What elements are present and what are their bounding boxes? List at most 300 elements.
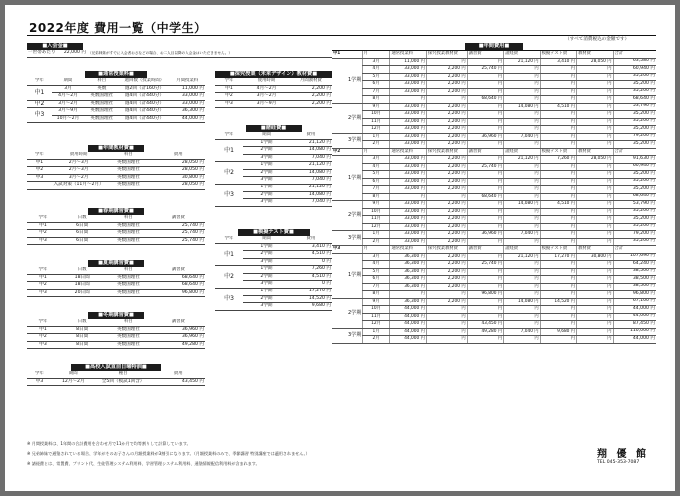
tests-row [215, 288, 332, 295]
annual-cell: 79,200 円 [613, 133, 656, 141]
annual-cell: 3月 [362, 156, 390, 164]
spring-cell: 中3 [27, 237, 59, 244]
annual-cell: 円 [577, 238, 613, 246]
annual-cell: 11月 [362, 313, 390, 321]
annual-cell: 35,200 円 [613, 216, 656, 224]
materials-cell: 30,800 円 [152, 174, 205, 181]
annual-cell: 35,200 円 [613, 178, 656, 186]
preexam-section [27, 364, 205, 386]
annual-col-header: 講習費 [467, 246, 503, 254]
annual-cell: 4月 [362, 261, 390, 269]
annual-cell: 円 [504, 88, 540, 96]
regular-cell: 33,000 円 [169, 93, 205, 100]
annual-col-header: 模擬テスト費 [540, 246, 576, 254]
annual-cell: 2,200 円 [426, 268, 467, 276]
periodic-grade: 中1 [215, 139, 243, 161]
annual-cell: 35,200 円 [613, 88, 656, 96]
materials-cell: 3月〜2月 [52, 174, 105, 181]
regular-cell: 英数国理社 [84, 100, 120, 107]
annual-cell: 2,200 円 [426, 238, 467, 246]
annual-cell: 円 [390, 96, 426, 104]
annual-cell: 2,200 円 [426, 178, 467, 186]
annual-header-row [332, 246, 656, 254]
summer-cell: 英数国理社 [105, 289, 151, 296]
periodic-grade: 中2 [215, 162, 243, 184]
annual-row [332, 141, 656, 149]
tests-col-header: 期間 [243, 236, 290, 243]
tests-cell: 14,520 円 [290, 296, 332, 303]
periodic-cell: 21,120 円 [290, 184, 332, 191]
annual-cell: 円 [426, 291, 467, 299]
annual-cell: 44,000 円 [390, 328, 426, 336]
annual-cell: 2,200 円 [426, 133, 467, 141]
annual-cell: 円 [540, 141, 576, 149]
tests-cell: 1学期 [243, 266, 290, 273]
fee-sheet [5, 5, 675, 491]
annual-col-header: 通常授業料 [390, 148, 426, 156]
annual-cell: 円 [540, 313, 576, 321]
periodic-col-header: 学年 [215, 132, 243, 139]
annual-cell: 2,200 円 [426, 208, 467, 216]
periodic-cell: 14,080 円 [290, 169, 332, 176]
annual-cell: 9月 [362, 103, 390, 111]
annual-cell: 91,630 円 [613, 156, 656, 164]
annual-cell: 33,000 円 [390, 111, 426, 119]
annual-col-header: 月 [362, 51, 390, 59]
spring-cell: 英数国理社 [105, 237, 151, 244]
annual-cell: 円 [467, 253, 503, 261]
annual-term-label: 2学期 [347, 298, 362, 328]
annual-cell: 円 [577, 111, 613, 119]
annual-cell: 円 [504, 306, 540, 314]
materials-section [27, 145, 205, 190]
winter-cell: 中1 [27, 326, 59, 333]
materials-row [27, 159, 205, 166]
annual-cell: 円 [540, 163, 576, 171]
annual-row [332, 223, 656, 231]
spring-row [27, 237, 205, 244]
materials-cell: 中1 [27, 159, 52, 166]
annual-cell: 7,040 円 [504, 231, 540, 239]
enroll-heading: ■入会金■ [27, 43, 83, 50]
annual-row [332, 276, 656, 284]
annual-cell: 96,800 円 [613, 291, 656, 299]
annual-row [332, 306, 656, 314]
regular-heading: ■通常授業料■ [85, 71, 147, 78]
annual-cell: 30,800 円 [577, 253, 613, 261]
annual-cell: 17,270 円 [540, 253, 576, 261]
annual-cell: 64,240 円 [613, 261, 656, 269]
annual-cell: 1月 [362, 133, 390, 141]
annual-cell: 10月 [362, 208, 390, 216]
annual-cell: 円 [540, 238, 576, 246]
annual-cell: 9,680 円 [540, 328, 576, 336]
annual-grade-gutter [332, 298, 347, 328]
annual-cell: 円 [426, 321, 467, 329]
annual-cell: 33,000 円 [390, 238, 426, 246]
preexam-col-header: 期間 [52, 371, 95, 378]
tests-heading: ■模擬テスト費■ [238, 229, 310, 236]
annual-cell: 円 [504, 313, 540, 321]
summer-cell: 68,640 円 [152, 274, 205, 281]
annual-cell: 11月 [362, 216, 390, 224]
annual-cell: 円 [540, 73, 576, 81]
annual-cell: 68,640 円 [613, 193, 656, 201]
annual-cell: 36,300 円 [390, 261, 426, 269]
winter-cell: 49,280 円 [152, 341, 205, 348]
regular-col-header: 科目 [84, 78, 120, 85]
annual-col-header: 教材費 [577, 148, 613, 156]
annual-cell: 円 [467, 208, 503, 216]
annual-cell: 35,200 円 [613, 118, 656, 126]
annual-cell: 円 [467, 298, 503, 306]
annual-cell: 67,100 円 [613, 298, 656, 306]
annual-cell: 円 [577, 208, 613, 216]
annual-row [332, 163, 656, 171]
annual-cell: 8月 [362, 193, 390, 201]
annual-cell: 円 [467, 223, 503, 231]
summer-row [27, 289, 205, 296]
elearn-row [215, 100, 332, 107]
periodic-cell: 1学期 [243, 139, 290, 146]
annual-cell: 2,200 円 [426, 118, 467, 126]
tests-header-row [215, 236, 332, 243]
annual-cell: 円 [504, 186, 540, 194]
annual-cell: 円 [577, 336, 613, 344]
materials-cell: 中3 [27, 174, 52, 181]
annual-cell: 円 [540, 283, 576, 291]
annual-row [332, 111, 656, 119]
annual-cell: 44,000 円 [390, 321, 426, 329]
annual-cell: 円 [577, 186, 613, 194]
annual-cell: 44,000 円 [613, 336, 656, 344]
footer-note-2: ※ 兄弟姉妹で通塾されている場合、学年がそのお子さんの月額授業料が3割引になります。（月額授業料のみで、季節講習 特別講座では適用されません。） [27, 451, 310, 456]
annual-header-row [332, 51, 656, 59]
materials-col-header: 学年 [27, 152, 52, 159]
summer-cell: 96,800 円 [152, 289, 205, 296]
regular-cell: 英数国理社 [84, 115, 120, 122]
annual-cell: 円 [467, 126, 503, 134]
elearn-col-header: 使用時期 [243, 78, 290, 85]
annual-cell: 円 [540, 268, 576, 276]
annual-term-label: 1学期 [347, 253, 362, 298]
annual-cell: 2,200 円 [426, 231, 467, 239]
annual-cell: 4月 [362, 163, 390, 171]
annual-cell: 10月 [362, 306, 390, 314]
annual-cell: 4,510 円 [540, 201, 576, 209]
materials-cell: 28,050 円 [152, 182, 205, 189]
materials-table [27, 152, 205, 190]
annual-term-label: 1学期 [347, 156, 362, 201]
summer-course-section [27, 260, 205, 297]
annual-term-label: 3学期 [347, 328, 362, 343]
annual-cell: 2,200 円 [426, 66, 467, 74]
annual-row [332, 133, 656, 141]
annual-row [332, 88, 656, 96]
annual-col-header: 模擬テスト費 [540, 51, 576, 59]
annual-cell: 35,200 円 [613, 81, 656, 89]
preexam-col-header: 費用 [152, 371, 205, 378]
annual-cell: 円 [540, 81, 576, 89]
annual-cell: 円 [540, 171, 576, 179]
annual-cell: 28,050 円 [577, 58, 613, 66]
annual-term-label: 2学期 [347, 103, 362, 133]
enroll-amount: 22,000 円 [57, 50, 87, 57]
annual-cell: 2月 [362, 336, 390, 344]
annual-cell: 円 [426, 96, 467, 104]
annual-cell: 円 [577, 261, 613, 269]
annual-cell: 35,200 円 [613, 171, 656, 179]
annual-cell: 円 [540, 126, 576, 134]
annual-cell: 36,960 円 [467, 133, 503, 141]
elearn-cell: 中1 [215, 85, 243, 92]
annual-cell: 110,000 円 [613, 328, 656, 336]
regular-col-header: 期間 [52, 78, 84, 85]
spring-cell: 6日間 [59, 230, 105, 237]
winter-col-header: 科目 [105, 319, 151, 326]
regular-row [27, 108, 205, 115]
regular-col-header: 週回数（授業時間） [120, 78, 170, 85]
annual-col-header: 月 [362, 148, 390, 156]
annual-cell: 33,000 円 [390, 223, 426, 231]
annual-cell: 円 [390, 193, 426, 201]
annual-row [332, 216, 656, 224]
annual-row [332, 171, 656, 179]
spring-cell: 25,740 円 [152, 237, 205, 244]
annual-cell: 円 [504, 261, 540, 269]
spring-cell: 英数国理社 [105, 230, 151, 237]
annual-cell: 円 [426, 313, 467, 321]
annual-cell: 円 [540, 231, 576, 239]
periodic-cell: 2学期 [243, 192, 290, 199]
annual-cell: 円 [577, 306, 613, 314]
annual-cell: 円 [467, 118, 503, 126]
annual-cell: 3月 [362, 58, 390, 66]
annual-cell: 円 [577, 231, 613, 239]
spring-cell: 中2 [27, 230, 59, 237]
annual-cell: 円 [540, 216, 576, 224]
annual-cell: 円 [504, 126, 540, 134]
annual-cell: 33,000 円 [390, 81, 426, 89]
annual-cell: 円 [577, 298, 613, 306]
annual-cell: 33,000 円 [390, 141, 426, 149]
enroll-table [27, 50, 332, 58]
annual-cell: 円 [577, 283, 613, 291]
annual-cell: 円 [540, 88, 576, 96]
materials-cell: 中2 [27, 167, 52, 174]
regular-cell: 週4回（計440分） [120, 115, 170, 122]
annual-cell: 円 [540, 66, 576, 74]
annual-cell: 21,120 円 [504, 58, 540, 66]
elearn-row [215, 93, 332, 100]
annual-cell: 円 [540, 186, 576, 194]
materials-cell: 英数国理社 [105, 159, 151, 166]
annual-cell: 円 [467, 156, 503, 164]
periodic-row [215, 184, 332, 191]
annual-cell: 8月 [362, 291, 390, 299]
annual-cell: 33,000 円 [390, 133, 426, 141]
annual-cell: 11月 [362, 118, 390, 126]
regular-cell: 10月〜2月 [52, 115, 84, 122]
annual-cell: 円 [504, 73, 540, 81]
annual-cell: 68,640 円 [613, 96, 656, 104]
materials-cell: 2月〜3月 [52, 167, 105, 174]
materials-cell: 英数国理社 [105, 167, 151, 174]
annual-heading: ■年間費用■ [465, 43, 523, 50]
elearning-section [215, 71, 332, 108]
annual-cell: 12月 [362, 223, 390, 231]
annual-table [332, 50, 656, 344]
regular-cell: 週4回（計440分） [120, 100, 170, 107]
annual-cell: 円 [467, 73, 503, 81]
annual-grade-gutter [332, 231, 347, 246]
regular-grade: 中2 [27, 100, 52, 107]
elearn-cell: 3月〜2月 [243, 93, 290, 100]
annual-cell: 38,500 円 [613, 276, 656, 284]
annual-row [332, 73, 656, 81]
materials-row [27, 174, 205, 181]
tests-cell: 3,410 円 [290, 243, 332, 250]
annual-cell: 21,120 円 [504, 156, 540, 164]
annual-cell: 円 [577, 118, 613, 126]
annual-cell: 4月 [362, 66, 390, 74]
school-phone: TEL 045-353-7087 [597, 460, 640, 465]
annual-cell: 2,200 円 [426, 216, 467, 224]
annual-cell: 44,000 円 [613, 313, 656, 321]
annual-col-header: 諸経費 [504, 246, 540, 254]
annual-grade-label: 中3 [332, 246, 362, 254]
annual-cell: 円 [504, 178, 540, 186]
annual-cell: 円 [577, 328, 613, 336]
annual-cell: 33,000 円 [390, 66, 426, 74]
annual-cell: 円 [467, 306, 503, 314]
summer-col-header: 科目 [105, 267, 151, 274]
annual-cell: 11,000 円 [390, 58, 426, 66]
annual-cell: 2,200 円 [426, 283, 467, 291]
annual-term-label: 1学期 [347, 58, 362, 103]
periodic-fees-section [215, 125, 332, 207]
winter-col-header: 講習費 [152, 319, 205, 326]
annual-cell: 63,580 円 [613, 58, 656, 66]
annual-cell: 7,260 円 [540, 156, 576, 164]
annual-row [332, 231, 656, 239]
regular-cell: 週4回（計440分） [120, 108, 170, 115]
annual-cell: 円 [504, 118, 540, 126]
regular-row [27, 85, 205, 92]
annual-cell: 円 [577, 216, 613, 224]
annual-cell: 44,000 円 [390, 306, 426, 314]
spring-heading: ■春期講習費■ [88, 208, 144, 215]
annual-cell: 3月 [362, 253, 390, 261]
regular-grade: 中3 [27, 108, 52, 123]
annual-cell: 2,200 円 [426, 253, 467, 261]
annual-cell: 5月 [362, 171, 390, 179]
annual-cell: 12月 [362, 321, 390, 329]
annual-cell: 円 [504, 268, 540, 276]
materials-row [27, 182, 205, 189]
annual-cell: 円 [467, 268, 503, 276]
summer-header-row [27, 267, 205, 274]
annual-cell: 35,200 円 [613, 73, 656, 81]
periodic-cell: 3学期 [243, 154, 290, 161]
annual-cell: 円 [426, 336, 467, 344]
summer-cell: 20日間 [59, 289, 105, 296]
annual-col-header: 通常授業料 [390, 51, 426, 59]
preexam-cell: 中3 [27, 378, 52, 385]
annual-cell: 6月 [362, 276, 390, 284]
annual-col-header: 合計 [613, 51, 656, 59]
summer-cell: 18日間 [59, 274, 105, 281]
page-title: 2022年度 費用一覧（中学生） [29, 21, 207, 35]
elearn-cell: 3月〜9月 [243, 100, 290, 107]
periodic-cell: 1学期 [243, 162, 290, 169]
winter-col-header: 学年 [27, 319, 59, 326]
tests-cell: 0 円 [290, 258, 332, 265]
regular-cell: 週4回（計440分） [120, 93, 170, 100]
annual-cell: 10月 [362, 111, 390, 119]
annual-cell: 円 [577, 276, 613, 284]
annual-cell: 25,740 円 [467, 66, 503, 74]
mock-test-section [215, 229, 332, 311]
periodic-cell: 14,080 円 [290, 192, 332, 199]
tests-cell: 2学期 [243, 273, 290, 280]
annual-cell: 円 [577, 171, 613, 179]
annual-grade-gutter [332, 253, 347, 298]
annual-cell: 2,200 円 [426, 156, 467, 164]
annual-cell: 円 [504, 171, 540, 179]
annual-cell: 44,000 円 [390, 336, 426, 344]
annual-cell: 円 [577, 268, 613, 276]
tests-cell: 4,510 円 [290, 273, 332, 280]
annual-cell: 2,200 円 [426, 126, 467, 134]
spring-col-header: 学年 [27, 215, 59, 222]
annual-row [332, 328, 656, 336]
annual-cell: 2,200 円 [426, 276, 467, 284]
annual-row [332, 336, 656, 344]
annual-row [332, 313, 656, 321]
regular-cell: 英数国理社 [84, 108, 120, 115]
annual-cell: 2,200 円 [426, 171, 467, 179]
annual-cell: 円 [504, 283, 540, 291]
annual-cell: 2,200 円 [426, 223, 467, 231]
spring-cell: 6日間 [59, 222, 105, 229]
annual-cell: 円 [504, 276, 540, 284]
materials-cell: 英数国理社 [105, 182, 151, 189]
annual-cell: 円 [504, 66, 540, 74]
spring-cell: 中1 [27, 222, 59, 229]
winter-course-section [27, 312, 205, 349]
summer-col-header: 講習費 [152, 267, 205, 274]
annual-cell: 円 [504, 81, 540, 89]
annual-cell: 円 [504, 163, 540, 171]
annual-cell: 33,000 円 [390, 231, 426, 239]
annual-cell: 1月 [362, 231, 390, 239]
annual-cell: 33,000 円 [390, 156, 426, 164]
summer-cell: 中1 [27, 274, 59, 281]
annual-cell: 円 [467, 201, 503, 209]
enroll-label: 一世帯あたり [27, 50, 57, 57]
enroll-note: （兄弟姉妹がすでに入会者おさなどの場合、お二人目以降の入会金はいただきません。） [87, 50, 332, 57]
elearn-cell: 中3 [215, 100, 243, 107]
preexam-cell: 12月〜2月 [52, 378, 95, 385]
annual-cell: 円 [577, 66, 613, 74]
footer-note-3: ※ 諸経費とは、常置費、プリント代、生徒管理システム利用料、学習管理システム利用料、通塾情報配信利用料が含まれます。 [27, 461, 260, 466]
annual-row [332, 291, 656, 299]
annual-grade-gutter [332, 156, 347, 201]
summer-col-header: 日数 [59, 267, 105, 274]
materials-col-header: 科目 [105, 152, 151, 159]
annual-cell: 円 [467, 171, 503, 179]
